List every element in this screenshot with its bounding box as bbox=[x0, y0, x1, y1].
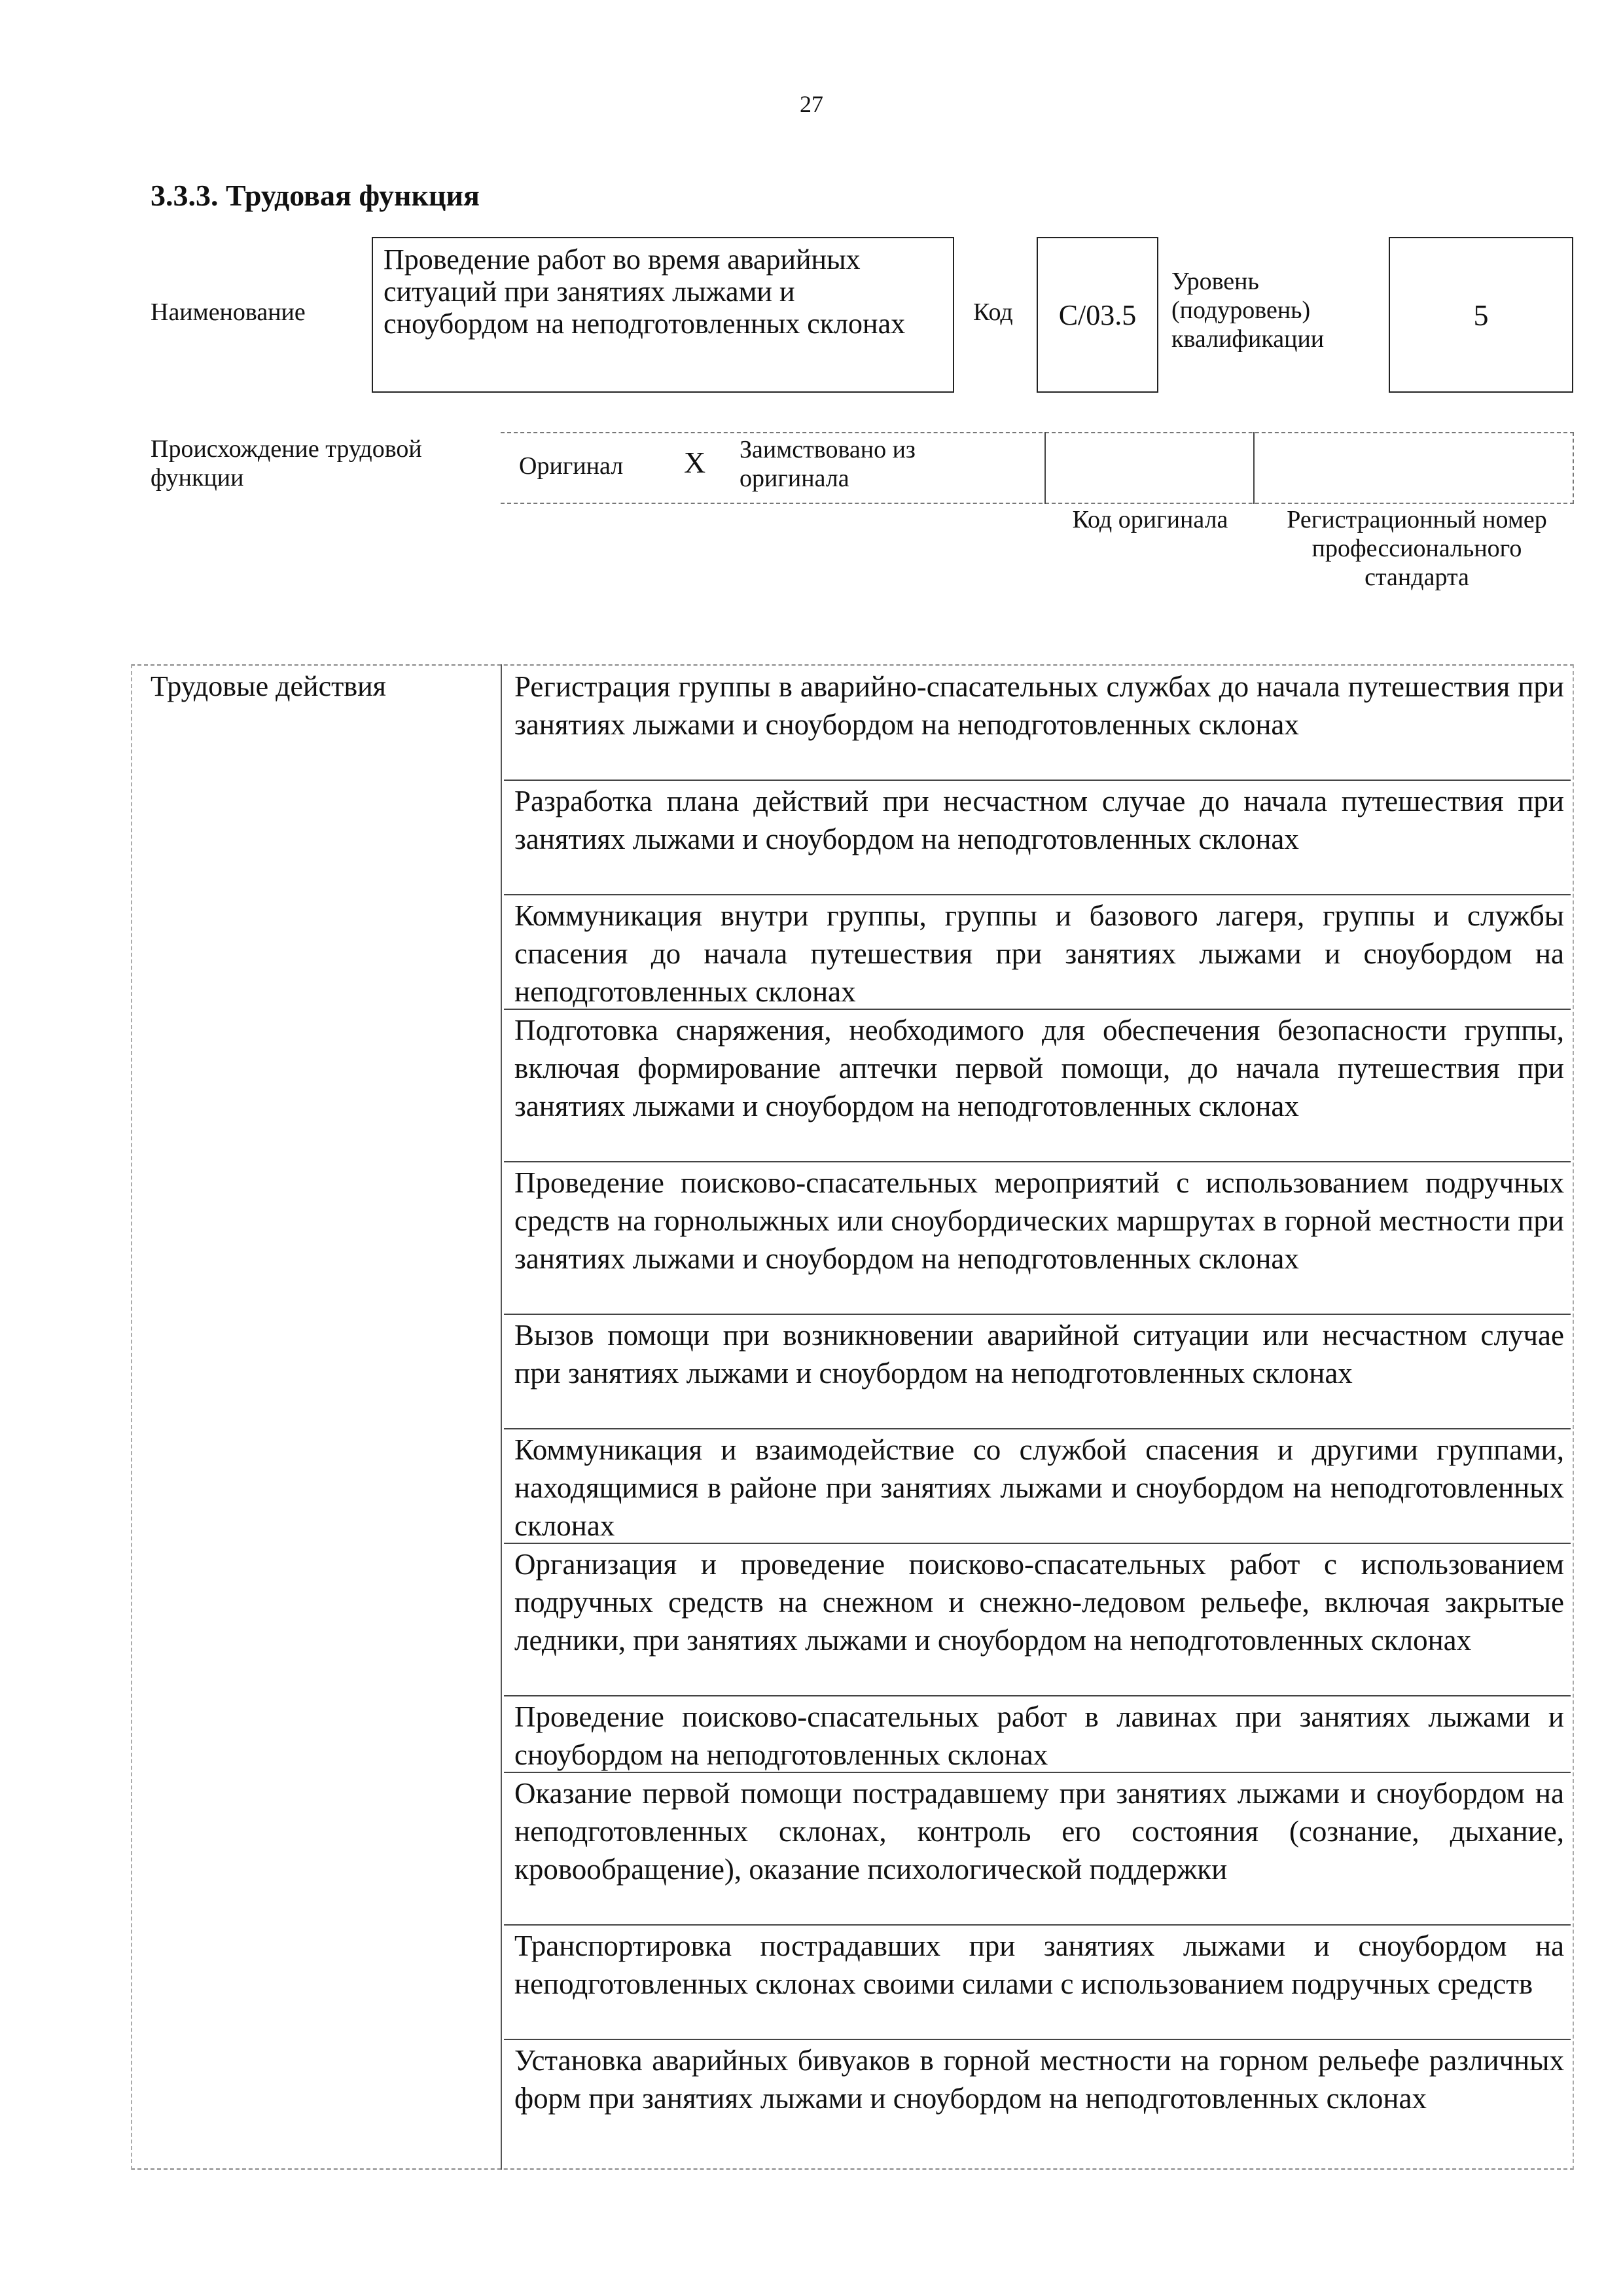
actions-column-divider bbox=[501, 664, 502, 2170]
function-name-box: Проведение работ во время аварийных ситуаций при занятиях лыжами и сноубордом на неподготовленных склонах bbox=[372, 237, 954, 393]
action-item: Транспортировка пострадавших при занятиях лыжами и сноубордом на неподготовленных склонах своими силами с использованием подручных средств bbox=[504, 1926, 1571, 2040]
code-label: Код bbox=[973, 298, 1013, 326]
action-item: Установка аварийных бивуаков в горной местности на горном рельефе различных форм при занятиях лыжами и сноубордом на неподготовленных склонах bbox=[514, 2044, 1564, 2115]
origin-divider bbox=[1044, 432, 1046, 504]
section-title: 3.3.3. Трудовая функция bbox=[151, 179, 480, 212]
page-number: 27 bbox=[800, 91, 823, 117]
qualification-level-label: Уровень (подуровень) квалификации bbox=[1171, 268, 1325, 353]
action-item: Оказание первой помощи пострадавшему при занятиях лыжами и сноубордом на неподготовленных склонах, контроль его состояния (сознание, дыхание, кровообращение), оказание психологической поддержки bbox=[504, 1773, 1571, 1926]
origin-table bbox=[501, 432, 1574, 504]
action-item: Коммуникация внутри группы, группы и базового лагеря, группы и службы спасения до начала путешествия при занятиях лыжами и сноубордом на неподготовленных склонах bbox=[504, 895, 1571, 1010]
code-original-caption: Код оригинала bbox=[1072, 506, 1228, 533]
origin-label: Происхождение трудовой функции bbox=[151, 435, 422, 492]
action-item: Регистрация группы в аварийно-спасательных службах до начала путешествия при занятиях лыжами и сноубордом на неподготовленных склонах bbox=[504, 666, 1571, 781]
actions-label: Трудовые действия bbox=[151, 670, 386, 702]
origin-divider bbox=[1253, 432, 1255, 504]
origin-original-option: Оригинал bbox=[519, 452, 624, 480]
action-item: Организация и проведение поисково-спасательных работ с использованием подручных средств на снежном и снежно-ледовом рельефе, включая закрытые ледники, при занятиях лыжами и сноубордом на неподготовленных склонах bbox=[504, 1544, 1571, 1696]
action-item: Коммуникация и взаимодействие со службой спасения и другими группами, находящимися в районе при занятиях лыжами и сноубордом на неподготовленных склонах bbox=[504, 1429, 1571, 1544]
action-item: Проведение поисково-спасательных работ в лавинах при занятиях лыжами и сноубордом на неподготовленных склонах bbox=[504, 1696, 1571, 1773]
origin-borrowed-option: Заимствовано из оригинала bbox=[740, 436, 916, 492]
code-box: C/03.5 bbox=[1037, 237, 1158, 393]
action-item: Вызов помощи при возникновении аварийной ситуации или несчастном случае при занятиях лыжами и сноубордом на неподготовленных склонах bbox=[504, 1315, 1571, 1429]
name-label: Наименование bbox=[151, 298, 306, 326]
origin-checkmark: X bbox=[684, 446, 706, 479]
actions-list bbox=[504, 666, 1571, 2155]
action-item: Разработка плана действий при несчастном случае до начала путешествия при занятиях лыжами и сноубордом на неподготовленных склонах bbox=[504, 781, 1571, 895]
action-item: Проведение поисково-спасательных мероприятий с использованием подручных средств на горнолыжных или сноубордических маршрутах в горной местности при занятиях лыжами и сноубордом на неподготовленных склонах bbox=[504, 1162, 1571, 1315]
qualification-level-box: 5 bbox=[1389, 237, 1573, 393]
action-item: Подготовка снаряжения, необходимого для обеспечения безопасности группы, включая формирование аптечки первой помощи, до начала путешествия при занятиях лыжами и сноубордом на неподготовленных склонах bbox=[504, 1010, 1571, 1162]
registration-number-caption: Регистрационный номер профессионального стандарта bbox=[1287, 506, 1547, 591]
